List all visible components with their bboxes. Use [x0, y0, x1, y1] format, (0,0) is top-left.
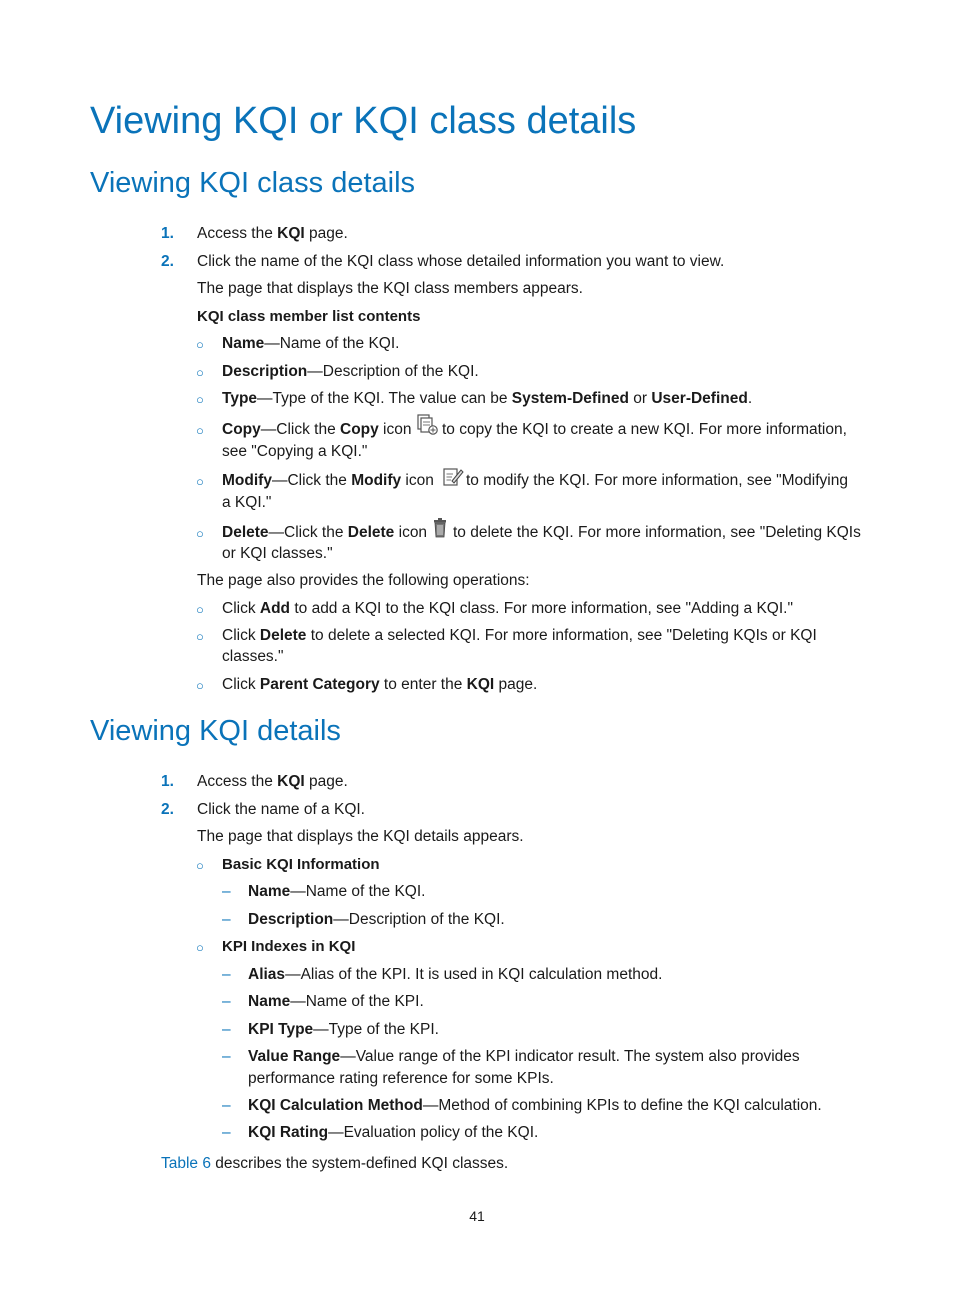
step-number: 2.: [161, 801, 174, 818]
section-heading-kqi: Viewing KQI details: [90, 715, 341, 747]
bullet: ○: [196, 602, 204, 617]
operations-intro: The page also provides the following operations:: [197, 572, 530, 589]
dash: –: [222, 911, 231, 928]
delete-icon: [431, 517, 451, 539]
list-item: Value Range—Value range of the KPI indicator result. The system also provides: [248, 1048, 800, 1065]
bullet: ○: [196, 526, 204, 541]
bullet: ○: [196, 474, 204, 489]
list-item: KPI Type—Type of the KPI.: [248, 1021, 439, 1038]
list-item-line2: a KQI.": [222, 494, 272, 511]
dash: –: [222, 1124, 231, 1141]
list-item: Modify—Click the Modify icon: [222, 472, 434, 489]
list-item: Description—Description of the KQI.: [248, 911, 505, 928]
list-item-continued: to delete the KQI. For more information, see "Deleting KQIs: [453, 524, 861, 541]
bullet: ○: [196, 337, 204, 352]
list-item: Click Parent Category to enter the KQI page.: [222, 676, 538, 693]
bullet: ○: [196, 365, 204, 380]
list-item: Click Delete to delete a selected KQI. For more information, see "Deleting KQIs or KQI: [222, 627, 817, 644]
list-item-line2: see "Copying a KQI.": [222, 443, 368, 460]
copy-icon: [416, 414, 440, 436]
step-text: Access the KQI page.: [197, 773, 348, 790]
bullet: ○: [196, 940, 204, 955]
step-text: Access the KQI page.: [197, 225, 348, 242]
bullet: ○: [196, 858, 204, 873]
list-item: KQI Calculation Method—Method of combining KPIs to define the KQI calculation.: [248, 1097, 822, 1114]
bullet: ○: [196, 392, 204, 407]
step-result: The page that displays the KQI details appears.: [197, 828, 524, 845]
list-item: Copy—Click the Copy icon: [222, 421, 412, 438]
list-item: Alias—Alias of the KPI. It is used in KQI calculation method.: [248, 966, 663, 983]
list-item: Name—Name of the KPI.: [248, 993, 424, 1010]
modify-icon: [442, 466, 466, 488]
page-number: 41: [469, 1208, 485, 1224]
list-item: KQI Rating—Evaluation policy of the KQI.: [248, 1124, 539, 1141]
sub-list-title: Basic KQI Information: [222, 856, 380, 873]
dash: –: [222, 966, 231, 983]
section-heading-kqi-class: Viewing KQI class details: [90, 167, 416, 199]
dash: –: [222, 1021, 231, 1038]
sub-list-title: KPI Indexes in KQI: [222, 938, 356, 955]
list-item: Name—Name of the KQI.: [222, 335, 400, 352]
table-6-link[interactable]: Table 6: [161, 1155, 211, 1172]
list-item-continued: to modify the KQI. For more information, see "Modifying: [466, 472, 848, 489]
list-title: KQI class member list contents: [197, 308, 421, 325]
table-reference: Table 6 describes the system-defined KQI classes.: [161, 1155, 509, 1172]
list-item: Delete—Click the Delete icon: [222, 524, 428, 541]
page-title: Viewing KQI or KQI class details: [90, 100, 637, 142]
step-number: 1.: [161, 773, 174, 790]
list-item: Type—Type of the KQI. The value can be System-Defined or User-Defined.: [222, 390, 753, 407]
dash: –: [222, 883, 231, 900]
step-number: 1.: [161, 225, 174, 242]
step-number: 2.: [161, 253, 174, 270]
list-item-line2: or KQI classes.": [222, 545, 333, 562]
dash: –: [222, 1048, 231, 1065]
step-text: Click the name of the KQI class whose detailed information you want to view.: [197, 253, 725, 270]
list-item-line2: performance rating reference for some KPIs.: [248, 1070, 554, 1087]
dash: –: [222, 993, 231, 1010]
list-item: Description—Description of the KQI.: [222, 363, 479, 380]
list-item-line2: classes.": [222, 648, 284, 665]
list-item: Name—Name of the KQI.: [248, 883, 426, 900]
step-result: The page that displays the KQI class members appears.: [197, 280, 583, 297]
dash: –: [222, 1097, 231, 1114]
bullet: ○: [196, 629, 204, 644]
list-item-continued: to copy the KQI to create a new KQI. For more information,: [442, 421, 847, 438]
step-text: Click the name of a KQI.: [197, 801, 365, 818]
bullet: ○: [196, 678, 204, 693]
bullet: ○: [196, 423, 204, 438]
list-item: Click Add to add a KQI to the KQI class. For more information, see "Adding a KQI.": [222, 600, 793, 617]
